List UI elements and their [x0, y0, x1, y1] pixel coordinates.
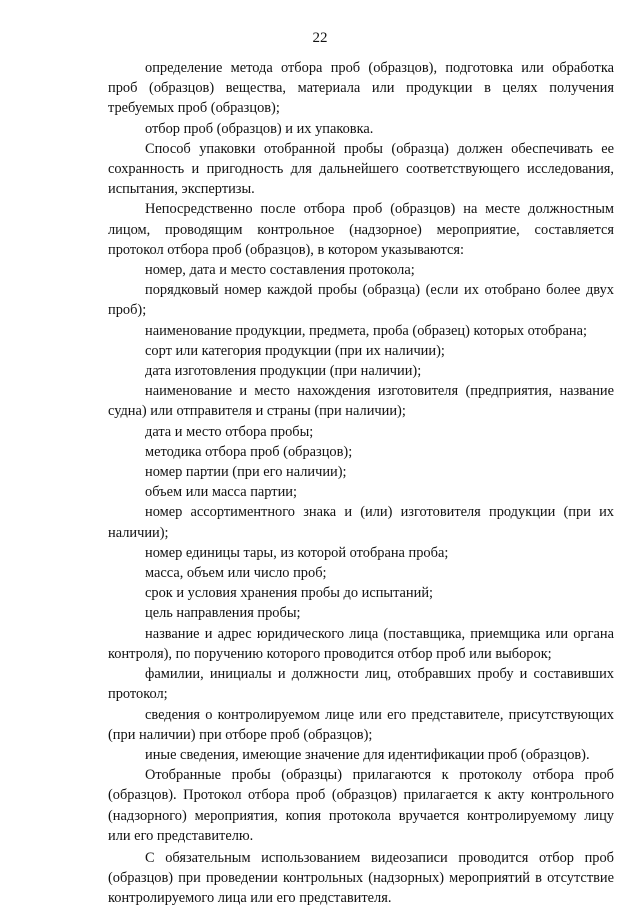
list-item: фамилии, инициалы и должности лиц, отобравших пробу и составивших протокол; — [108, 666, 614, 703]
list-item: порядковый номер каждой пробы (образца) (если их отобрано более двух проб); — [108, 282, 614, 319]
list-item: номер, дата и место составления протокола; — [145, 262, 415, 279]
list-item: объем или масса партии; — [145, 484, 297, 501]
list-item: номер единицы тары, из которой отобрана проба; — [145, 544, 449, 561]
page-number: 22 — [312, 30, 328, 46]
list-item: срок и условия хранения пробы до испытаний; — [145, 585, 434, 602]
list-item: цель направления пробы; — [145, 605, 301, 622]
list-item: масса, объем или число проб; — [145, 565, 327, 582]
list-item: иные сведения, имеющие значение для идентификации проб (образцов). — [145, 746, 590, 763]
paragraph: отбор проб (образцов) и их упаковка. — [145, 120, 374, 137]
list-item: наименование продукции, предмета, проба (образец) которых отобрана; — [145, 322, 587, 339]
list-item: дата и место отбора пробы; — [145, 423, 314, 440]
list-item: номер ассортиментного знака и (или) изготовителя продукции (при их наличии); — [108, 504, 614, 541]
paragraph: Отобранные пробы (образцы) прилагаются к протоколу отбора проб (образцов). Протокол отбора проб (образцов) прилагается к акту контрольного (надзорного) мероприятия, копия протокола вручается контролируемому лицу или его представителю. — [108, 767, 614, 844]
list-item: сведения о контролируемом лице или его представителе, присутствующих (при наличии) при отборе проб (образцов); — [108, 706, 614, 743]
paragraph: Способ упаковки отобранной пробы (образца) должен обеспечивать ее сохранность и пригодность для дальнейшего соответствующего исследования, испытания, экспертизы. — [108, 140, 614, 198]
list-item: название и адрес юридического лица (поставщика, приемщика или органа контроля), по поручению которого проводится отбор проб или выборок; — [108, 625, 614, 662]
document-body — [108, 58, 614, 909]
list-item: номер партии (при его наличии); — [145, 464, 347, 481]
list-item: дата изготовления продукции (при наличии); — [145, 363, 422, 380]
paragraph: определение метода отбора проб (образцов), подготовка или обработка проб (образцов) вещества, материала или продукции в целях получения требуемых проб (образцов); — [108, 60, 614, 117]
list-item: методика отбора проб (образцов); — [145, 443, 353, 460]
paragraph: Непосредственно после отбора проб (образцов) на месте должностным лицом, проводящим контрольное (надзорное) мероприятие, составляется протокол отбора проб (образцов), в котором указываются: — [108, 201, 614, 258]
list-item: сорт или категория продукции (при их наличии); — [145, 342, 445, 359]
list-item: наименование и место нахождения изготовителя (предприятия, название судна) или отправителя и страны (при наличии); — [108, 383, 614, 420]
paragraph: С обязательным использованием видеозаписи проводится отбор проб (образцов) при проведении контрольных (надзорных) мероприятий в отсутствие контролируемого лица или его представителя. — [108, 849, 614, 907]
